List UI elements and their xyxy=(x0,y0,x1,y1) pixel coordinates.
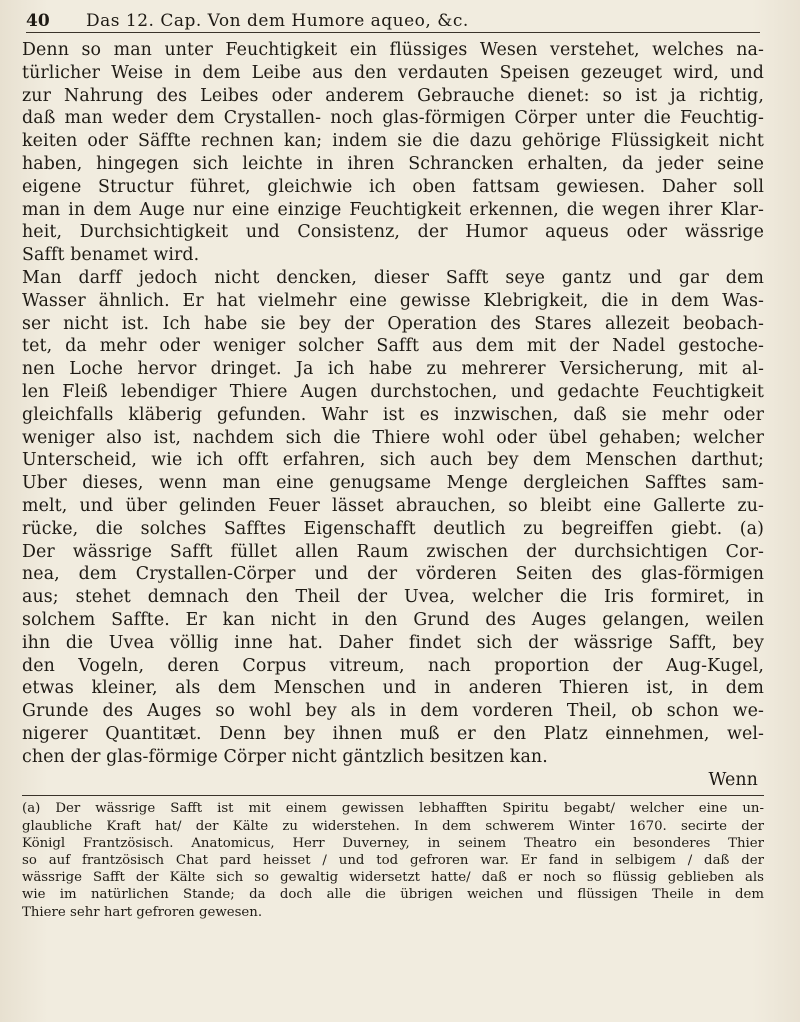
text-line: eigene Structur führet, gleichwie ich oben fattsam gewiesen. Daher soll xyxy=(22,176,764,197)
text-line: den Vogeln, deren Corpus vitreum, nach proportion der Aug-Kugel, xyxy=(22,655,764,676)
text-line: Grunde des Auges so wohl bey als in dem vorderen Theil, ob schon we- xyxy=(22,701,764,722)
footnote xyxy=(22,800,764,920)
footnote-rule xyxy=(22,795,764,796)
text-line: Der wässrige Safft füllet allen Raum zwischen der durchsichtigen Cor- xyxy=(22,541,764,562)
text-line: Uber dieses, wenn man eine genugsame Menge dergleichen Safftes sam- xyxy=(22,473,764,494)
running-title: Das 12. Cap. Von dem Humore aqueo, &c. xyxy=(86,11,469,31)
text-line: nigerer Quantitæt. Denn bey ihnen muß er den Platz einnehmen, wel- xyxy=(22,723,764,744)
text-line: len Fleiß lebendiger Thiere Augen durchstochen, und gedachte Feuchtigkeit xyxy=(22,381,764,402)
text-line: man in dem Auge nur eine einzige Feuchtigkeit erkennen, die wegen ihrer Klar- xyxy=(22,199,764,220)
footnote-line: wässrige Safft der Kälte sich so gewaltig widersetzt hatte/ daß er noch so flüssig geblieben als xyxy=(22,870,764,886)
text-line: Wasser ähnlich. Er hat vielmehr eine gewisse Klebrigkeit, die in dem Was- xyxy=(22,290,764,311)
text-line: rücke, die solches Safftes Eigenschafft deutlich zu begreiffen giebt. (a) xyxy=(22,518,764,539)
text-line: melt, und über gelinden Feuer lässet abrauchen, so bleibt eine Gallerte zu- xyxy=(22,495,764,516)
running-head xyxy=(26,10,760,33)
text-line: keiten oder Säffte rechnen kan; indem sie die dazu gehörige Flüssigkeit nicht xyxy=(22,131,764,152)
text-line: etwas kleiner, als dem Menschen und in anderen Thieren ist, in dem xyxy=(22,678,764,699)
text-line: heit, Durchsichtigkeit und Consistenz, der Humor aqueus oder wässrige xyxy=(22,222,764,243)
text-line: aus; stehet demnach den Theil der Uvea, welcher die Iris formiret, in xyxy=(22,587,764,608)
footnote-line: (a) Der wässrige Safft ist mit einem gewissen lebhafften Spiritu begabt/ welcher eine un- xyxy=(22,801,764,817)
text-line: daß man weder dem Crystallen- noch glas-förmigen Cörper unter die Feuchtig- xyxy=(22,108,764,129)
text-line: nea, dem Crystallen-Cörper und der vörderen Seiten des glas-förmigen xyxy=(22,564,764,585)
text-line: Denn so man unter Feuchtigkeit ein flüssiges Wesen verstehet, welches na- xyxy=(22,40,764,60)
text-line: ihn die Uvea völlig inne hat. Daher findet sich der wässrige Safft, bey xyxy=(22,632,764,653)
text-line: gleichfalls kläberig gefunden. Wahr ist es inzwischen, daß sie mehr oder xyxy=(22,404,764,425)
text-line: chen der glas-förmige Cörper nicht gäntzlich besitzen kan. xyxy=(22,746,548,767)
text-line: Unterscheid, wie ich offt erfahren, sich auch bey dem Menschen darthut; xyxy=(22,450,764,471)
text-line: zur Nahrung des Leibes oder anderem Gebrauche dienet: so ist ja richtig, xyxy=(22,85,764,106)
footnote-line: wie im natürlichen Stande; da doch alle die übrigen weichen und flüssigen Theile in dem xyxy=(22,887,764,903)
text-line: tet, da mehr oder weniger solcher Safft aus dem mit der Nadel gestoche- xyxy=(22,336,764,357)
text-line: Safft benamet wird. xyxy=(22,245,200,266)
text-line: weniger also ist, nachdem sich die Thiere wohl oder übel gehaben; welcher xyxy=(22,427,764,448)
text-line: ser nicht ist. Ich habe sie bey der Operation des Stares allezeit beobach- xyxy=(22,313,764,334)
text-line: Man darff jedoch nicht dencken, dieser Safft seye gantz und gar dem xyxy=(22,267,764,288)
main-text xyxy=(22,39,764,791)
catchword: Wenn xyxy=(708,769,758,790)
page-number: 40 xyxy=(26,11,50,31)
footnote-line: glaubliche Kraft hat/ der Kälte zu widerstehen. In dem schwerem Winter 1670. secirte der xyxy=(22,818,764,834)
footnote-line: Königl Frantzösisch. Anatomicus, Herr Duverney, in seinem Theatro ein besonderes Thier xyxy=(22,835,764,851)
text-line: nen Loche hervor dringet. Ja ich habe zu mehrerer Versicherung, mit al- xyxy=(22,359,764,380)
footnote-line: Thiere sehr hart gefroren gewesen. xyxy=(22,904,263,920)
text-line: türlicher Weise in dem Leibe aus den verdauten Speisen gezeuget wird, und xyxy=(22,62,764,83)
text-line: solchem Saffte. Er kan nicht in den Grund des Auges gelangen, weilen xyxy=(22,609,764,630)
footnote-line: so auf frantzösisch Chat pard heisset / und tod gefroren war. Er fand in selbigem / daß der xyxy=(22,852,764,868)
text-line: haben, hingegen sich leichte in ihren Schrancken erhalten, da jeder seine xyxy=(22,153,764,174)
